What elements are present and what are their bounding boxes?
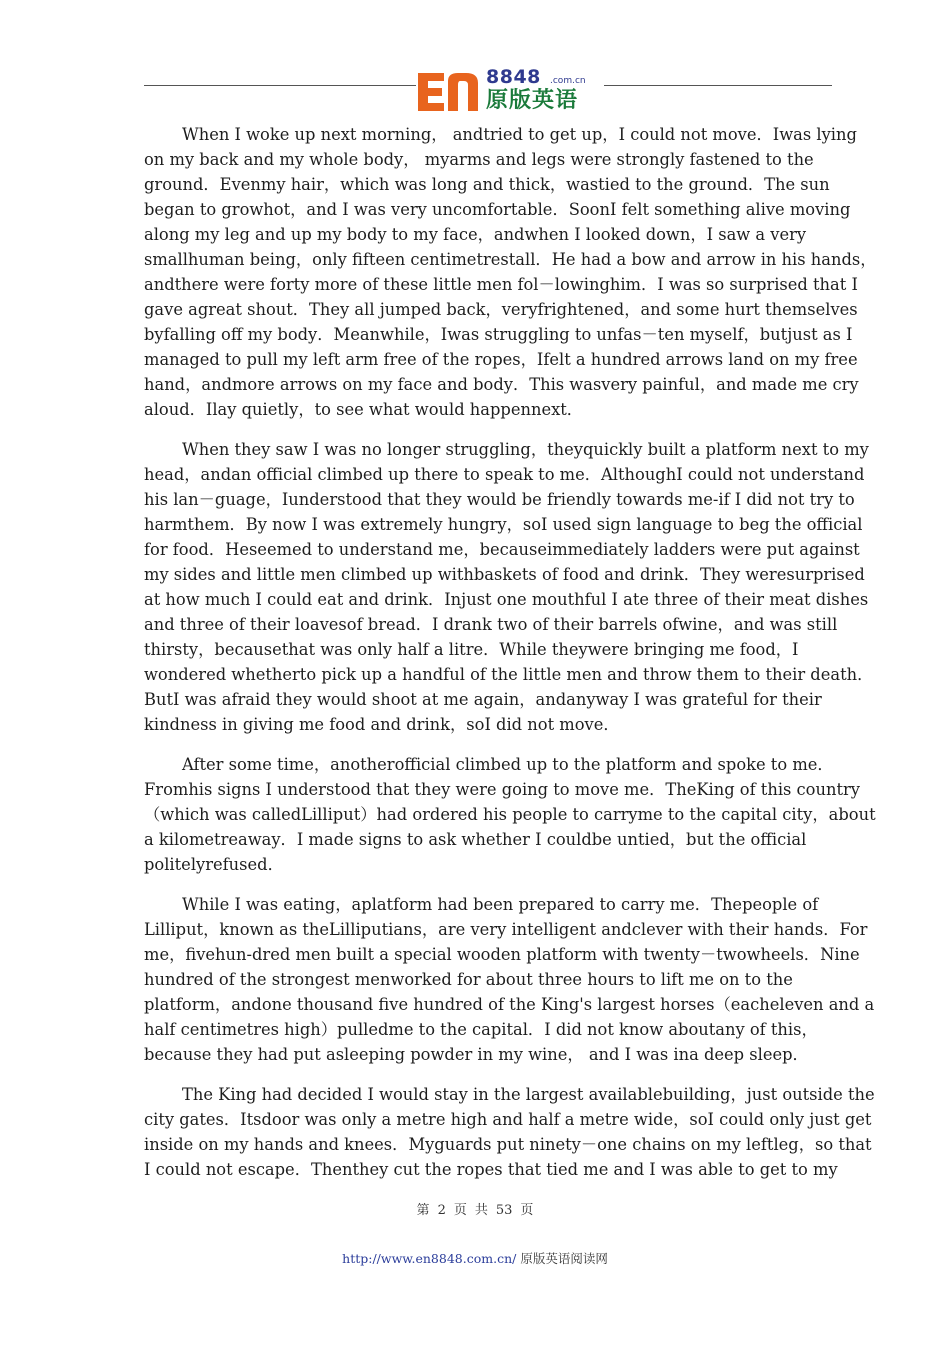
footer-site-link: [0, 1249, 950, 1267]
paragraph-2: When they saw I was no longer struggling，theyquickly built a platform next to my head，andan official climbed up there to speak to me．AlthoughI could not understand his lan－guage，Iunderstood that they would be friendly towards me-if I did not try to harmthem．By now I was extremely hungry，soI used sign language to beg the official for food．Heseemed to understand me，becauseimmediately ladders were put against my sides and little men climbed up withbaskets of food and drink．They weresurprised at how much I could eat and drink．Injust one mouthful I ate three of their meat dishes and three of their loavesof bread．I drank two of their barrels ofwine，and was still thirsty，becausethat was only half a litre．While theywere bringing me food，I wondered whetherto pick up a handful of the little men and throw them to their death．ButI was afraid they would shoot at me again，andanyway I was grateful for their kindness in giving me food and drink，soI did not move．: [144, 440, 874, 734]
paragraph-3: After some time，anotherofficial climbed up to the platform and spoke to me．Fromhis signs I understood that they were going to move me．TheKing of this country（which was calledLilliput）had ordered his people to carryme to the capital city，about a kilometreaway．I made signs to ask whether I couldbe untied，but the official politelyrefused．: [144, 755, 876, 874]
page-number: 2: [437, 1203, 446, 1218]
header-rule-right: [604, 85, 832, 86]
paragraph-1: When I woke up next morning， andtried to get up，I could not move．Iwas lying on my back and my whole body， myarms and legs were strongly fastened to the ground．Evenmy hair，which was long and thick，wastied to the ground．The sun began to growhot，and I was very uncomfortable．SoonI felt something alive moving along my leg and up my body to my face，andwhen I looked down，I saw a very smallhuman being，only fifteen centimetrestall．He had a bow and arrow in his hands，andthere were forty more of these little men fol－lowinghim．I was so surprised that I gave agreat shout．They all jumped back，veryfrightened，and some hurt themselves byfalling off my body．Meanwhile，Iwas struggling to unfas－ten myself，butjust as I managed to pull my left arm free of the ropes，Ifelt a hundred arrows land on my free hand，andmore arrows on my face and body．This wasvery painful，and made me cry aloud．Ilay quietly，to see what would happennext．: [144, 125, 877, 419]
page-label: 页: [453, 1203, 467, 1218]
page-total-label: 共: [474, 1203, 488, 1218]
page-total: 53: [495, 1203, 513, 1218]
paragraph-4: While I was eating，aplatform had been prepared to carry me．Thepeople of Lilliput，known as theLilliputians，are very intelligent andclever with their hands．For me，fivehun-dred men built a special wooden platform with twenty－twowheels．Nine hundred of the strongest menworked for about three hours to lift me on to the platform，andone thousand five hundred of the King's largest horses（eacheleven and a half centimetres high）pulledme to the capital．I did not know aboutany of this，because they had put asleeping powder in my wine， and I was ina deep sleep．: [144, 895, 875, 1064]
header-rule-left: [144, 85, 416, 86]
logo-chinese-name: 原版英语: [486, 88, 579, 113]
en-logo-icon: [414, 67, 486, 117]
page-suffix: 页: [520, 1203, 534, 1218]
logo-domain: .com.cn: [550, 76, 586, 86]
site-name: 原版英语阅读网: [520, 1251, 608, 1266]
site-url-link[interactable]: http://www.en8848.com.cn/: [342, 1251, 517, 1266]
site-logo[interactable]: [414, 67, 604, 117]
page-indicator: [0, 1199, 950, 1218]
paragraph-5: The King had decided I would stay in the largest availablebuilding，just outside the city gates．Itsdoor was only a metre high and half a metre wide，soI could only just get inside on my hands and knees．Myguards put ninety－one chains on my leftleg，so that I could not escape．Thenthey cut the ropes that tied me and I was able to get to my: [144, 1085, 875, 1179]
logo-number: 8848: [486, 66, 541, 88]
article-body: [144, 122, 879, 1197]
page-prefix: 第: [416, 1203, 430, 1218]
